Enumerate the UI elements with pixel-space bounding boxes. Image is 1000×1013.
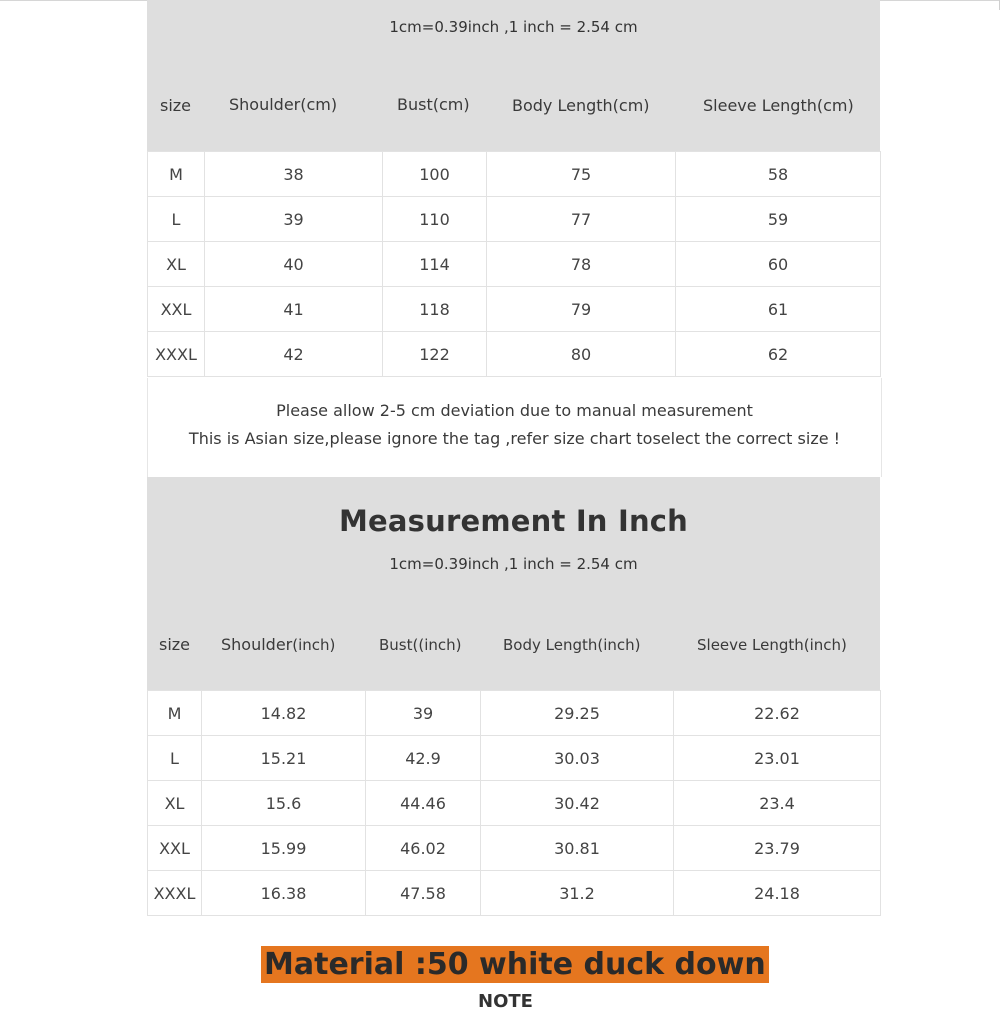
inch-conversion-note: 1cm=0.39inch ,1 inch = 2.54 cm: [389, 555, 638, 573]
inch-bust-cell: 42.9: [366, 736, 481, 781]
inch-size-table: [147, 690, 881, 916]
cm-bust-cell: 110: [383, 197, 487, 242]
inch-bust-cell: 39: [366, 691, 481, 736]
cm-body-length-cell: 79: [487, 287, 676, 332]
cm-shoulder-cell: 41: [205, 287, 383, 332]
cm-body-length-cell: 80: [487, 332, 676, 377]
cm-size-cell: XL: [148, 242, 205, 287]
cm-bust-cell: 122: [383, 332, 487, 377]
note-heading: NOTE: [478, 991, 533, 1012]
inch-sleeve-length-cell: 24.18: [674, 871, 881, 916]
cm-shoulder-cell: 42: [205, 332, 383, 377]
cm-body-length-cell: 78: [487, 242, 676, 287]
inch-shoulder-cell: 16.38: [202, 871, 366, 916]
cm-body-length-cell: 75: [487, 152, 676, 197]
cm-sleeve-length-cell: 58: [676, 152, 881, 197]
cm-sleeve-length-cell: 61: [676, 287, 881, 332]
inch-shoulder-cell: 15.21: [202, 736, 366, 781]
inch-header-size: size: [159, 635, 191, 654]
inch-size-cell: M: [148, 691, 202, 736]
cm-size-cell: XXL: [148, 287, 205, 332]
cm-conversion-note: 1cm=0.39inch ,1 inch = 2.54 cm: [389, 18, 638, 36]
inch-sleeve-length-cell: 23.01: [674, 736, 881, 781]
inch-body-length-cell: 30.03: [481, 736, 674, 781]
material-label: Material :50 white duck down: [261, 946, 769, 983]
cm-table-row: [148, 152, 881, 197]
cm-table-row: [148, 287, 881, 332]
inch-size-cell: L: [148, 736, 202, 781]
inch-sleeve-length-cell: 23.79: [674, 826, 881, 871]
inch-body-length-cell: 30.42: [481, 781, 674, 826]
inch-shoulder-cell: 15.99: [202, 826, 366, 871]
cm-table-row: [148, 242, 881, 287]
inch-shoulder-cell: 15.6: [202, 781, 366, 826]
inch-table-row: [148, 781, 881, 826]
asian-size-note: This is Asian size,please ignore the tag ,refer size chart toselect the correct size !: [188, 429, 841, 448]
cm-size-cell: M: [148, 152, 205, 197]
inch-header-body-length: Body Length(inch): [503, 636, 641, 654]
inch-size-cell: XL: [148, 781, 202, 826]
inch-body-length-cell: 30.81: [481, 826, 674, 871]
inch-size-cell: XXXL: [148, 871, 202, 916]
cm-table-row: [148, 197, 881, 242]
inch-body-length-cell: 31.2: [481, 871, 674, 916]
cm-shoulder-cell: 39: [205, 197, 383, 242]
cm-header-sleeve-length: Sleeve Length(cm): [703, 96, 854, 115]
cm-bust-cell: 118: [383, 287, 487, 332]
cm-sleeve-length-cell: 60: [676, 242, 881, 287]
cm-bust-cell: 100: [383, 152, 487, 197]
cm-table-row: [148, 332, 881, 377]
cm-shoulder-cell: 40: [205, 242, 383, 287]
cm-sleeve-length-cell: 62: [676, 332, 881, 377]
inch-section-title: Measurement In Inch: [338, 504, 689, 538]
inch-header-shoulder: Shoulder(inch): [221, 635, 336, 654]
inch-table-header: [147, 477, 880, 690]
inch-bust-cell: 47.58: [366, 871, 481, 916]
inch-body-length-cell: 29.25: [481, 691, 674, 736]
inch-sleeve-length-cell: 22.62: [674, 691, 881, 736]
cm-header-shoulder: Shoulder(cm): [229, 95, 338, 114]
cm-header-bust: Bust(cm): [397, 95, 470, 114]
cm-table-header: [147, 0, 880, 151]
inch-table-row: [148, 691, 881, 736]
inch-sleeve-length-cell: 23.4: [674, 781, 881, 826]
cm-sleeve-length-cell: 59: [676, 197, 881, 242]
inch-header-sleeve-length: Sleeve Length(inch): [697, 636, 847, 654]
inch-shoulder-cell: 14.82: [202, 691, 366, 736]
measurement-notes: [147, 378, 882, 477]
inch-bust-cell: 44.46: [366, 781, 481, 826]
deviation-note: Please allow 2-5 cm deviation due to manual measurement: [276, 401, 753, 420]
cm-header-body-length: Body Length(cm): [512, 96, 650, 115]
cm-header-size: size: [160, 96, 192, 115]
inch-table-row: [148, 871, 881, 916]
cm-size-cell: L: [148, 197, 205, 242]
inch-size-cell: XXL: [148, 826, 202, 871]
cm-shoulder-cell: 38: [205, 152, 383, 197]
cm-size-cell: XXXL: [148, 332, 205, 377]
cm-size-table: [147, 151, 881, 377]
cm-body-length-cell: 77: [487, 197, 676, 242]
inch-bust-cell: 46.02: [366, 826, 481, 871]
inch-header-bust: Bust((inch): [379, 636, 462, 654]
cm-bust-cell: 114: [383, 242, 487, 287]
inch-table-row: [148, 826, 881, 871]
inch-table-row: [148, 736, 881, 781]
